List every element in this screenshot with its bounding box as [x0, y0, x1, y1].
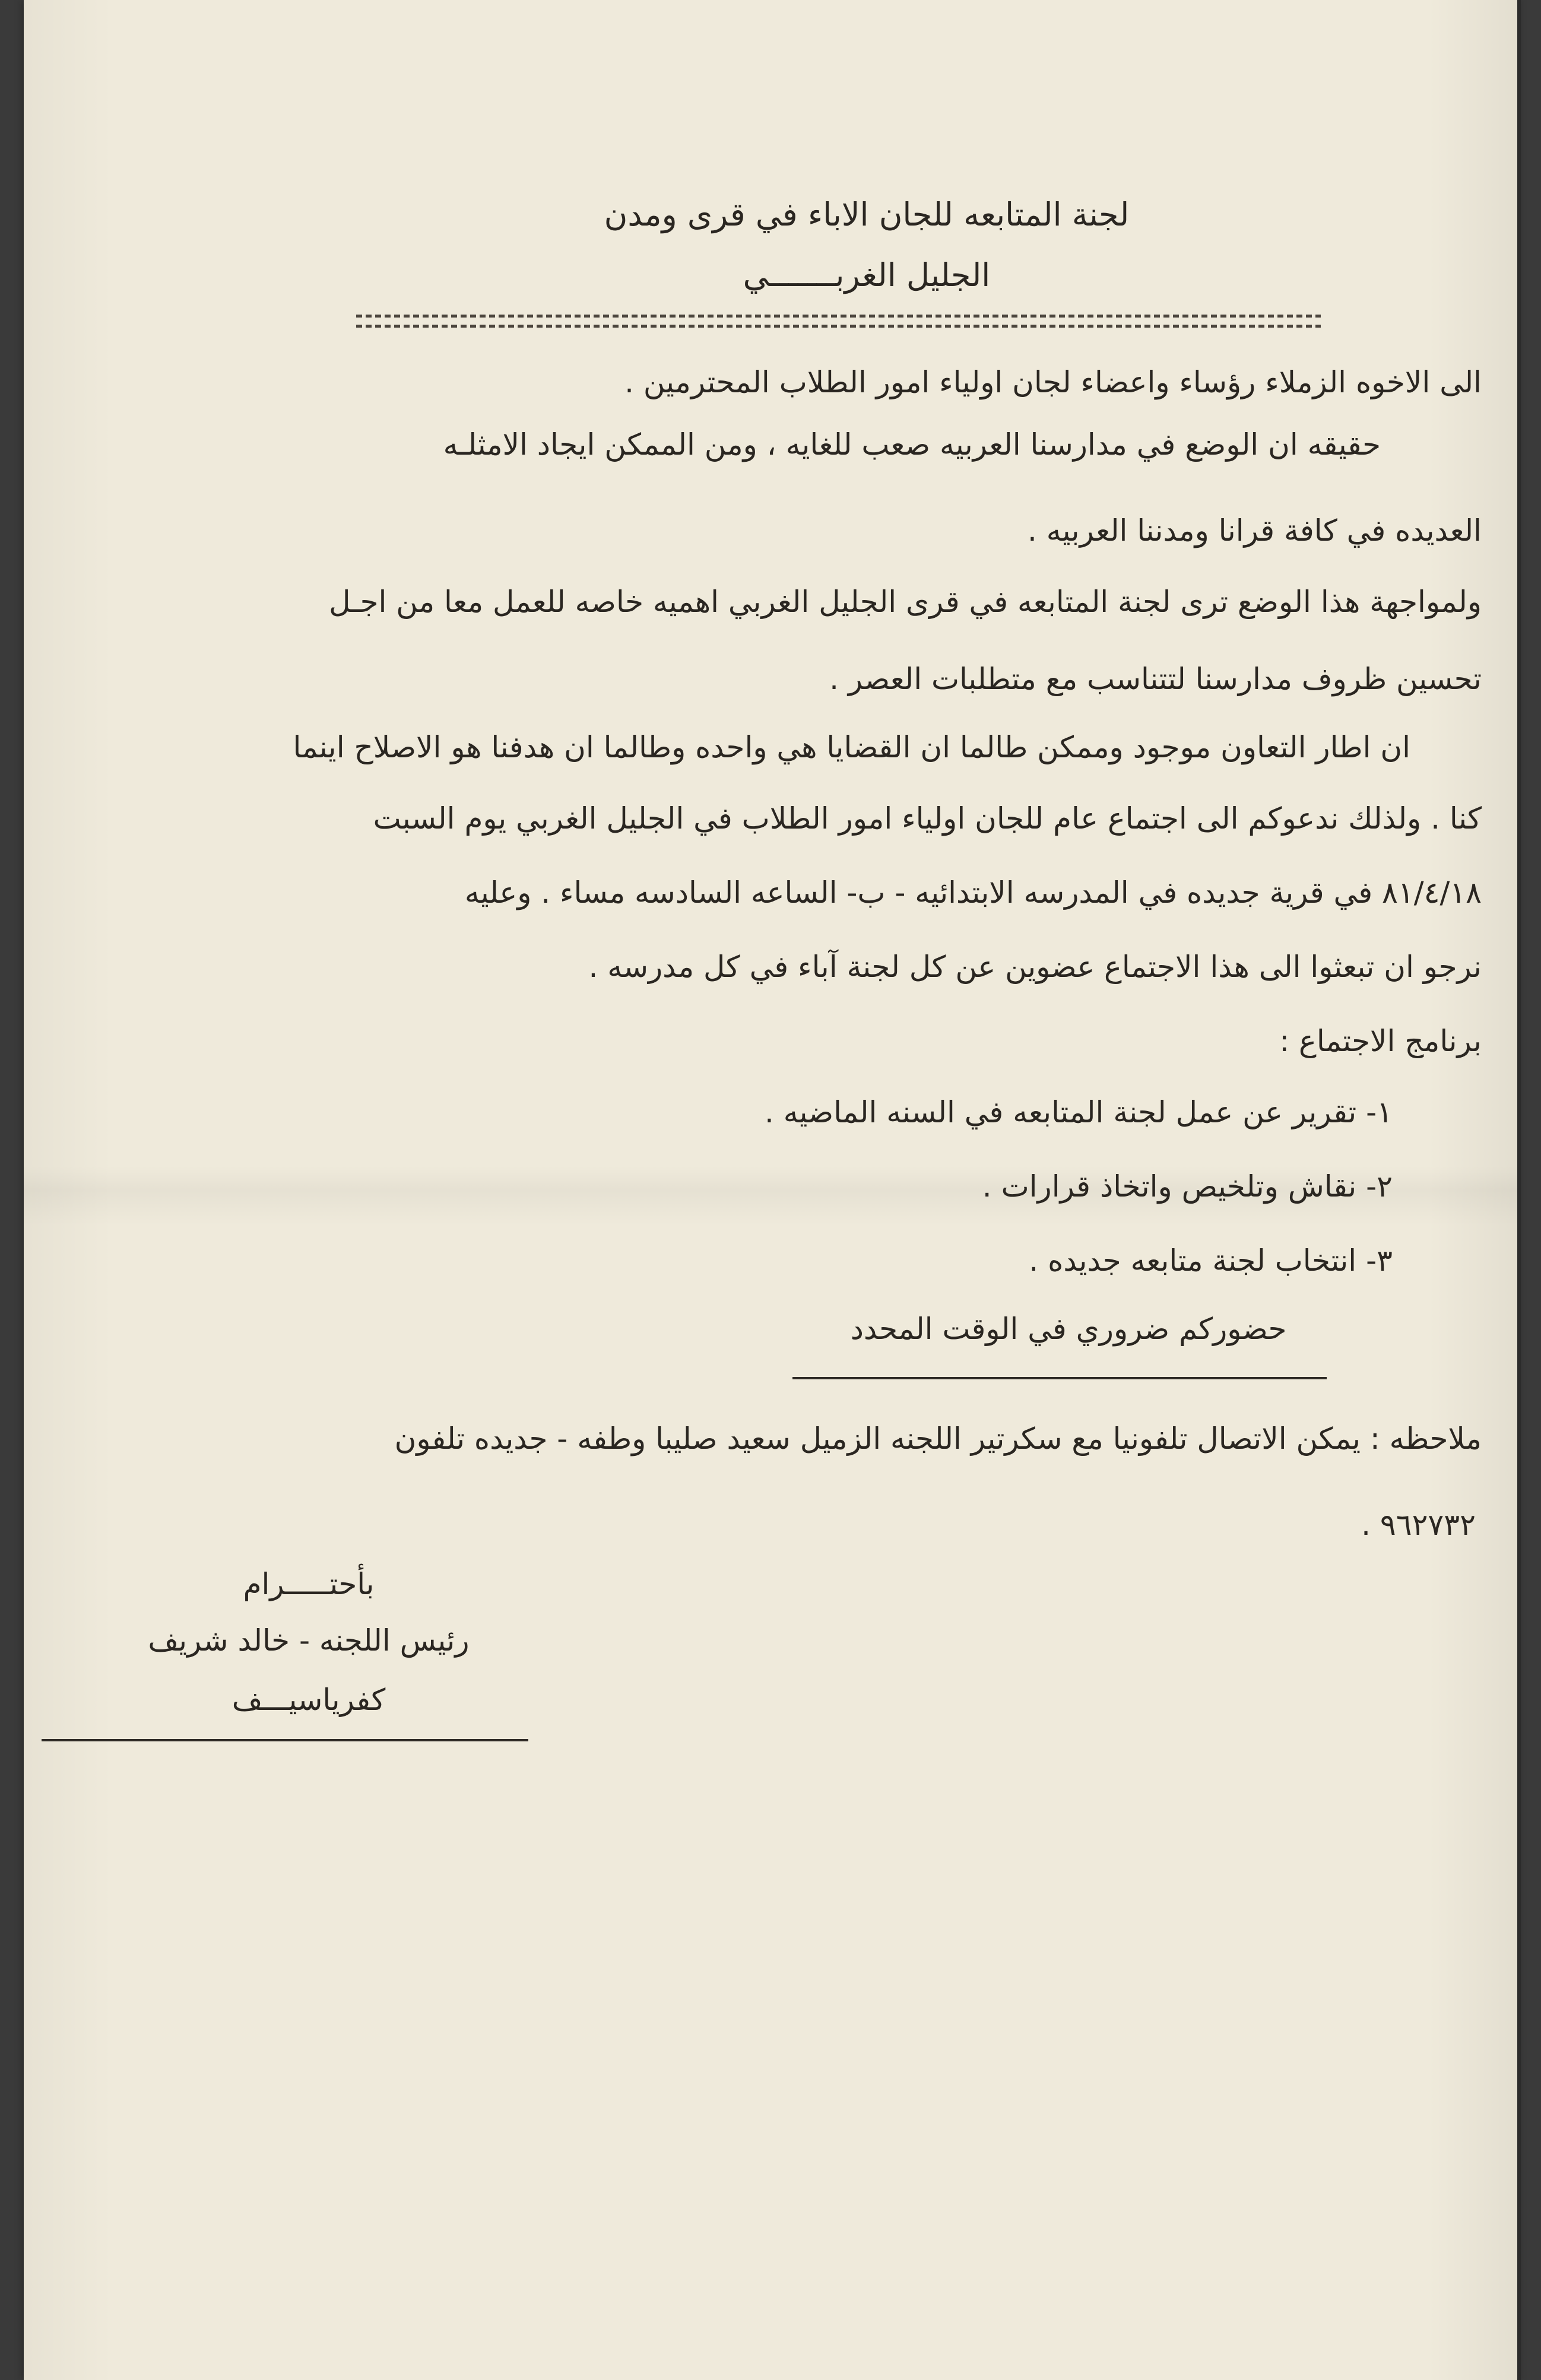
heading-line-2: الجليل الغربـــــــي — [743, 256, 991, 294]
signer-place: كفرياسيـــف — [232, 1683, 386, 1717]
attendance-underline — [792, 1377, 1327, 1379]
body-line-8: نرجو ان تبعثوا الى هذا الاجتماع عضوين عن كل لجنة آباء في كل مدرسه . — [588, 950, 1482, 984]
remark-line-2: ٩٦٢٧٣٢ . — [1361, 1508, 1476, 1542]
body-line-2: العديده في كافة قرانا ومدننا العربيه . — [1027, 513, 1482, 548]
body-line-5: ان اطار التعاون موجود وممكن طالما ان القضايا هي واحده وطالما ان هدفنا هو الاصلاح اينما — [293, 730, 1410, 764]
agenda-item-3: ٣- انتخاب لجنة متابعه جديده . — [1029, 1243, 1393, 1278]
agenda-item-1: ١- تقرير عن عمل لجنة المتابعه في السنه الماضيه . — [764, 1095, 1393, 1129]
heading-line-1: لجنة المتابعه للجان الاباء في قرى ومدن — [604, 196, 1130, 233]
heading-double-rule — [356, 315, 1321, 330]
body-line-6: كنا . ولذلك ندعوكم الى اجتماع عام للجان اولياء امور الطلاب في الجليل الغربي يوم السبت — [373, 801, 1482, 836]
right-page-edge — [1517, 0, 1521, 2380]
body-line-3: ولمواجهة هذا الوضع ترى لجنة المتابعه في قرى الجليل الغربي اهميه خاصه للعمل معا من اجـل — [329, 585, 1482, 619]
body-line-1: حقيقه ان الوضع في مدارسنا العربيه صعب للغايه ، ومن الممكن ايجاد الامثلـه — [443, 427, 1381, 462]
signature-underline — [42, 1739, 528, 1741]
body-line-7: ٨١/٤/١٨ في قرية جديده في المدرسه الابتدائيه - ب- الساعه السادسه مساء . وعليه — [464, 875, 1482, 910]
attendance-note: حضوركم ضروري في الوقت المحدد — [850, 1312, 1287, 1346]
closing: بأحتـــــرام — [243, 1567, 375, 1601]
salutation: الى الاخوه الزملاء رؤساء واعضاء لجان اولياء امور الطلاب المحترمين . — [624, 365, 1482, 399]
signer-name: رئيس اللجنه - خالد شريف — [148, 1623, 470, 1658]
remark-line-1: ملاحظه : يمكن الاتصال تلفونيا مع سكرتير اللجنه الزميل سعيد صليبا وطفه - جديده تلفون — [394, 1421, 1482, 1456]
letter-sheet — [24, 0, 1517, 2380]
body-line-4: تحسين ظروف مدارسنا لتتناسب مع متطلبات العصر . — [829, 662, 1482, 696]
agenda-title: برنامج الاجتماع : — [1279, 1024, 1482, 1058]
agenda-item-2: ٢- نقاش وتلخيص واتخاذ قرارات . — [982, 1169, 1393, 1204]
